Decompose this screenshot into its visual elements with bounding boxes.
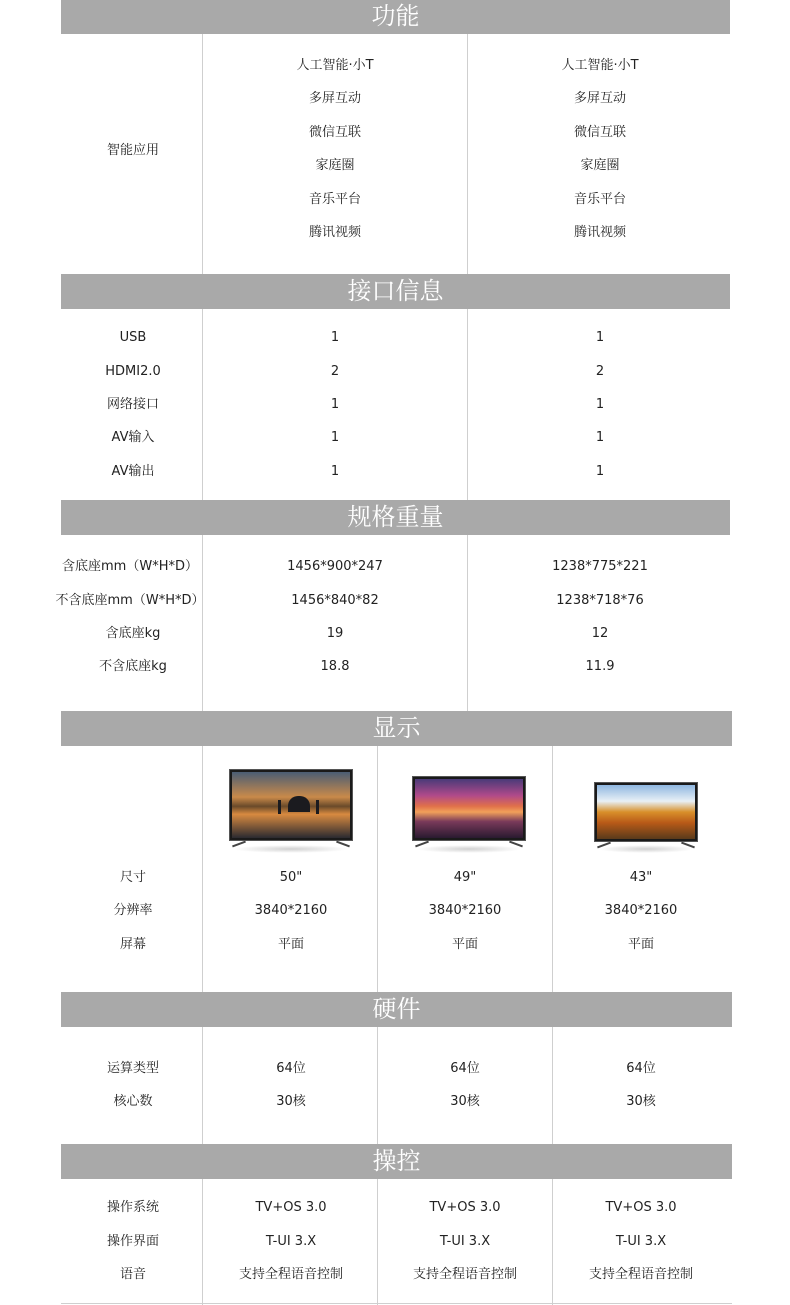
grid-line	[552, 1027, 553, 1144]
row-value: 11.9	[585, 659, 615, 674]
grid-line	[202, 34, 203, 274]
row-label: AV输入	[111, 430, 155, 445]
grid-line	[377, 1027, 378, 1144]
row-value: 2	[595, 364, 605, 379]
row-label: 运算类型	[106, 1061, 160, 1076]
grid-line	[202, 746, 203, 992]
section-header-interfaces: 接口信息	[61, 274, 730, 309]
grid-line	[552, 1179, 553, 1305]
row-value: 2	[330, 364, 340, 379]
row-value: 支持全程语音控制	[412, 1267, 518, 1282]
row-value: TV+OS 3.0	[255, 1200, 327, 1215]
row-value: 43"	[629, 870, 653, 885]
row-value: 3840*2160	[254, 903, 328, 918]
row-value: 12	[591, 626, 609, 641]
row-label: USB	[119, 330, 147, 345]
row-label: 语音	[119, 1267, 147, 1282]
row-value: TV+OS 3.0	[605, 1200, 677, 1215]
row-value: 1	[330, 430, 340, 445]
row-label: 含底座mm（W*H*D）	[62, 559, 198, 574]
row-value: 平面	[627, 937, 655, 952]
row-label: HDMI2.0	[105, 364, 161, 379]
row-value: T-UI 3.X	[439, 1234, 491, 1249]
row-value: 平面	[277, 937, 305, 952]
section-header-control: 操控	[61, 1144, 732, 1179]
feature-item: 多屏互动	[573, 91, 627, 106]
row-label: 含底座kg	[105, 626, 161, 641]
row-value: 18.8	[320, 659, 350, 674]
row-value: 30核	[626, 1094, 656, 1109]
row-value: 64位	[626, 1061, 656, 1076]
row-value: 1	[595, 330, 605, 345]
row-label: 操作系统	[106, 1200, 160, 1215]
grid-line	[467, 34, 468, 274]
row-label: AV输出	[111, 464, 155, 479]
row-value: 1	[330, 397, 340, 412]
feature-item: 家庭圈	[315, 158, 355, 173]
row-value: 平面	[451, 937, 479, 952]
row-label: 尺寸	[119, 870, 147, 885]
row-value: 1238*775*221	[552, 559, 648, 574]
grid-line	[377, 1179, 378, 1305]
row-value: 30核	[276, 1094, 306, 1109]
row-value: 64位	[276, 1061, 306, 1076]
row-value: 50"	[279, 870, 303, 885]
row-value: T-UI 3.X	[265, 1234, 317, 1249]
grid-line	[202, 1027, 203, 1144]
row-label: 不含底座kg	[99, 659, 167, 674]
bottom-border	[61, 1303, 732, 1304]
grid-line	[552, 746, 553, 992]
row-label: 不含底座mm（W*H*D）	[55, 593, 205, 608]
row-value: 1	[595, 464, 605, 479]
row-value: 1	[330, 330, 340, 345]
section-header-display: 显示	[61, 711, 732, 746]
row-value: T-UI 3.X	[615, 1234, 667, 1249]
row-label: 核心数	[113, 1094, 153, 1109]
row-value: 49"	[453, 870, 477, 885]
grid-line	[202, 535, 203, 711]
feature-item: 音乐平台	[308, 192, 362, 207]
feature-item: 微信互联	[573, 125, 627, 140]
tv-50-image	[229, 769, 353, 853]
row-value: 19	[326, 626, 344, 641]
feature-item: 音乐平台	[573, 192, 627, 207]
feature-item: 微信互联	[308, 125, 362, 140]
row-label: 操作界面	[106, 1234, 160, 1249]
row-label: 网络接口	[106, 397, 160, 412]
row-value: 1	[595, 430, 605, 445]
grid-line	[467, 535, 468, 711]
grid-line	[467, 309, 468, 500]
tv-43-image	[594, 782, 698, 852]
tv-49-image	[412, 776, 526, 852]
row-value: 1456*900*247	[287, 559, 383, 574]
feature-item: 家庭圈	[580, 158, 620, 173]
row-value: TV+OS 3.0	[429, 1200, 501, 1215]
row-value: 1238*718*76	[556, 593, 644, 608]
row-value: 64位	[450, 1061, 480, 1076]
grid-line	[202, 1179, 203, 1305]
grid-line	[377, 746, 378, 992]
row-label: 屏幕	[119, 937, 147, 952]
row-value: 1	[330, 464, 340, 479]
row-value: 3840*2160	[604, 903, 678, 918]
row-label-smart-apps: 智能应用	[106, 143, 160, 158]
row-value: 30核	[450, 1094, 480, 1109]
section-header-features: 功能	[61, 0, 730, 34]
row-label: 分辨率	[113, 903, 153, 918]
row-value: 1	[595, 397, 605, 412]
grid-line	[202, 309, 203, 500]
row-value: 3840*2160	[428, 903, 502, 918]
feature-item: 人工智能·小T	[296, 58, 374, 73]
feature-item: 腾讯视频	[573, 225, 627, 240]
row-value: 支持全程语音控制	[588, 1267, 694, 1282]
feature-item: 腾讯视频	[308, 225, 362, 240]
section-header-specs: 规格重量	[61, 500, 730, 535]
feature-item: 人工智能·小T	[561, 58, 639, 73]
row-value: 支持全程语音控制	[238, 1267, 344, 1282]
row-value: 1456*840*82	[291, 593, 379, 608]
section-header-hardware: 硬件	[61, 992, 732, 1027]
feature-item: 多屏互动	[308, 91, 362, 106]
